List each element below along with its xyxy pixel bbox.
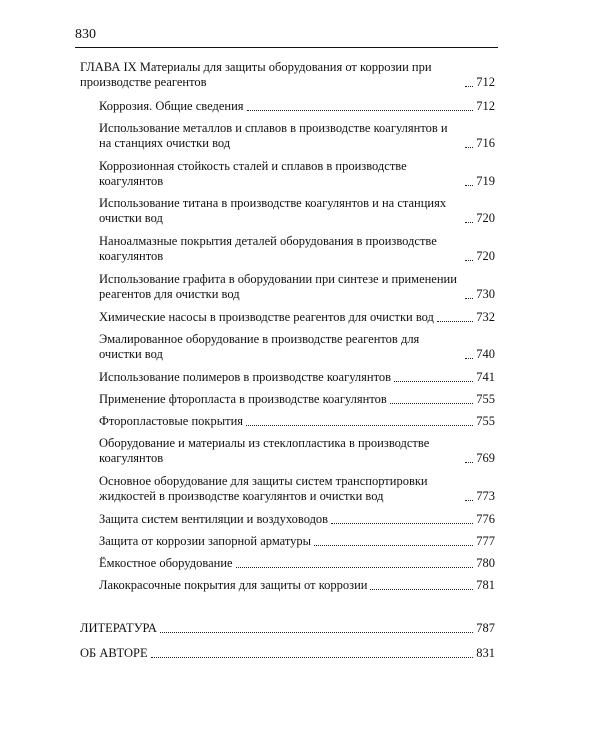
toc-entry-title: ЛИТЕРАТУРА	[80, 621, 157, 635]
toc-entry-title: Эмалированное оборудование в производстве реагентов для очистки вод	[99, 332, 420, 361]
toc-entry[interactable]	[99, 512, 495, 527]
toc-entry-title: Коррозионная стойкость сталей и сплавов в производстве коагулянтов	[99, 159, 407, 188]
toc-entry[interactable]	[99, 310, 495, 325]
toc-entry-title: Использование металлов и сплавов в производстве коагулянтов и на станциях очистки вод	[99, 121, 448, 150]
dot-leader	[465, 86, 473, 87]
toc-entry-page: 776	[476, 512, 495, 526]
toc-entry[interactable]	[99, 414, 495, 429]
toc-entry-title: Оборудование и материалы из стеклопластика в производстве коагулянтов	[99, 436, 430, 465]
toc-entry-page: 741	[476, 370, 495, 384]
toc-entry[interactable]	[99, 474, 495, 504]
toc-entry[interactable]	[99, 159, 495, 189]
toc-entry-about-author[interactable]	[80, 646, 495, 661]
toc-entry-title: ГЛАВА IX Материалы для защиты оборудования от коррозии при производстве реагентов	[80, 60, 432, 89]
toc-entry-page: 712	[476, 99, 495, 113]
toc-entry[interactable]	[99, 196, 495, 226]
toc-entry-page: 780	[476, 556, 495, 570]
toc-entry-references[interactable]	[80, 621, 495, 636]
toc-entry-title: Применение фторопласта в производстве коагулянтов	[99, 392, 387, 406]
toc-entry-page: 712	[476, 75, 495, 89]
toc-entry-title: Коррозия. Общие сведения	[99, 99, 244, 113]
toc-entry-page: 773	[476, 489, 495, 503]
toc-entry-page: 740	[476, 347, 495, 361]
toc-entry-title: Фторопластовые покрытия	[99, 414, 244, 428]
toc-entry[interactable]	[99, 272, 495, 302]
dot-leader	[465, 358, 473, 359]
toc-entry-page: 732	[476, 310, 495, 324]
dot-leader	[370, 589, 473, 590]
toc-entry-page: 769	[476, 451, 495, 465]
table-of-contents	[80, 60, 495, 671]
dot-leader	[151, 657, 474, 658]
toc-entry[interactable]	[99, 332, 495, 362]
toc-entry-title: Химические насосы в производстве реагентов для очистки вод	[99, 310, 434, 324]
toc-entry-title: Наноалмазные покрытия деталей оборудования в производстве коагулянтов	[99, 234, 437, 263]
dot-leader	[465, 222, 473, 223]
dot-leader	[247, 110, 474, 111]
toc-entry[interactable]	[99, 370, 495, 385]
toc-entry[interactable]	[99, 234, 495, 264]
toc-entry-page: 755	[476, 414, 495, 428]
page-number: 830	[75, 27, 96, 42]
toc-entry-page: 831	[476, 646, 495, 660]
toc-entry[interactable]	[99, 121, 495, 151]
toc-entry-page: 720	[476, 249, 495, 263]
toc-entry-title: ОБ АВТОРЕ	[80, 646, 148, 660]
dot-leader	[394, 381, 473, 382]
toc-entry[interactable]	[99, 534, 495, 549]
dot-leader	[246, 425, 473, 426]
toc-entry[interactable]	[99, 578, 495, 593]
toc-entry-page: 755	[476, 392, 495, 406]
toc-entry-page: 719	[476, 174, 495, 188]
dot-leader	[160, 632, 473, 633]
toc-entry-page: 730	[476, 287, 495, 301]
section-gap	[80, 600, 495, 621]
toc-entry-title: Использование титана в производстве коагулянтов и на станциях очистки вод	[99, 196, 447, 225]
dot-leader	[236, 567, 474, 568]
toc-entry-page: 716	[476, 136, 495, 150]
toc-entry-page: 787	[476, 621, 495, 635]
dot-leader	[465, 260, 473, 261]
toc-entry-title: Основное оборудование для защиты систем транспортировки жидкостей в производстве коагулянтов и очистки вод	[99, 474, 428, 503]
dot-leader	[437, 321, 473, 322]
toc-entry-page: 720	[476, 211, 495, 225]
toc-entry[interactable]	[99, 99, 495, 114]
toc-entry-title: Защита систем вентиляции и воздуховодов	[99, 512, 329, 526]
toc-entry-title: Ёмкостное оборудование	[99, 556, 233, 570]
toc-chapter-entry[interactable]	[80, 60, 495, 90]
toc-entry-title: Лакокрасочные покрытия для защиты от коррозии	[99, 578, 368, 592]
dot-leader	[465, 462, 473, 463]
toc-entry[interactable]	[99, 556, 495, 571]
header-rule	[75, 47, 498, 48]
dot-leader	[465, 185, 473, 186]
toc-entry-title: Использование графита в оборудовании при синтезе и применении реагентов для очистки вод	[99, 272, 457, 301]
dot-leader	[465, 500, 473, 501]
dot-leader	[314, 545, 473, 546]
dot-leader	[465, 298, 473, 299]
toc-entry-title: Защита от коррозии запорной арматуры	[99, 534, 312, 548]
dot-leader	[331, 523, 473, 524]
toc-entry[interactable]	[99, 392, 495, 407]
dot-leader	[390, 403, 473, 404]
toc-entry-page: 777	[476, 534, 495, 548]
toc-entry-page: 781	[476, 578, 495, 592]
dot-leader	[465, 147, 473, 148]
toc-entry-title: Использование полимеров в производстве коагулянтов	[99, 370, 392, 384]
toc-entry[interactable]	[99, 436, 495, 466]
